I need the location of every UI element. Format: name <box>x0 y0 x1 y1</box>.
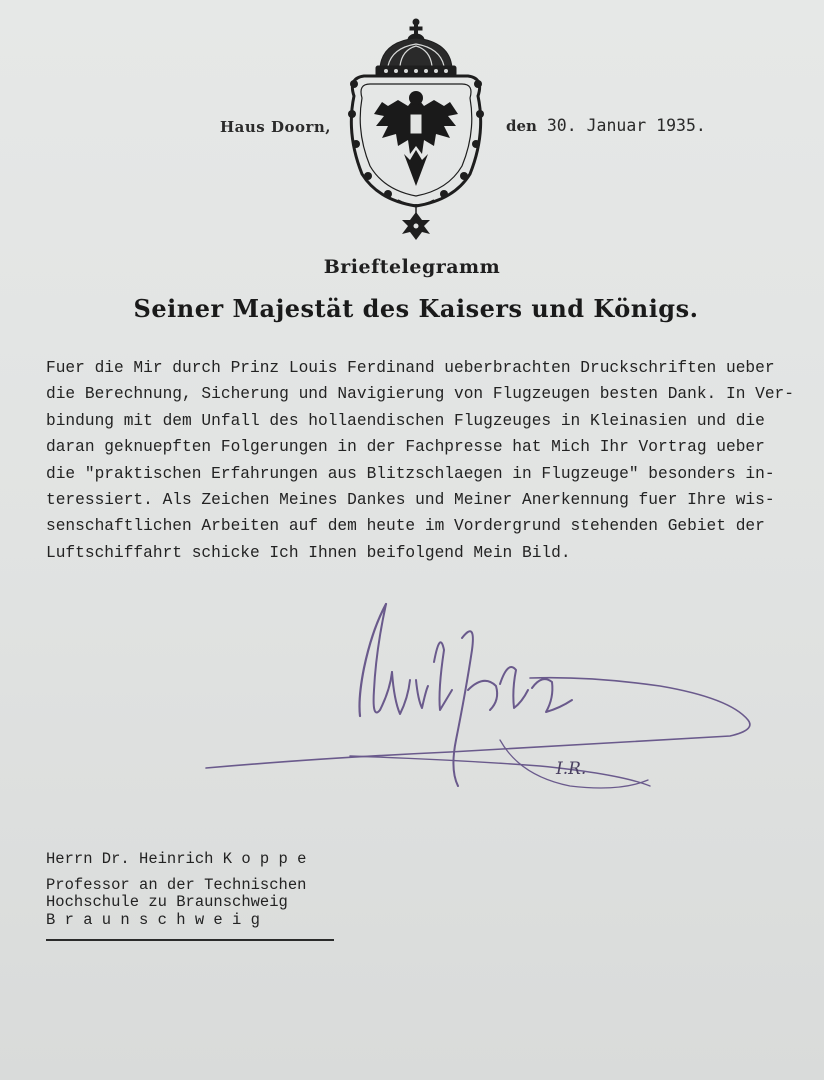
letter-body <box>46 355 794 566</box>
letterhead-place: Haus Doorn, <box>220 118 332 136</box>
body-line: Fuer die Mir durch Prinz Louis Ferdinand ueberbrachten Druckschriften ueber <box>46 359 775 377</box>
city-underline <box>46 939 334 941</box>
heading-brieftelegramm: Brieftelegramm <box>323 256 501 278</box>
address-line-city: B r a u n s c h w e i g <box>46 910 260 929</box>
letterhead-date <box>506 116 706 135</box>
address-line-institution: Hochschule zu Braunschweig <box>46 893 288 912</box>
body-line: senschaftlichen Arbeiten auf dem heute im Vordergrund stehenden Gebiet der <box>46 517 765 536</box>
body-line: die Berechnung, Sicherung und Navigierung von Flugzeugen besten Dank. In Ver- <box>46 385 794 404</box>
heading-title: Seiner Majestät des Kaisers und Königs. <box>133 294 699 323</box>
address-line-title: Professor an der Technischen <box>46 875 307 894</box>
body-line: teressiert. Als Zeichen Meines Dankes und Meiner Anerkennung fuer Ihre wis- <box>46 491 775 510</box>
body-line: bindung mit dem Unfall des hollaendischen Flugzeuges in Kleinasien und die <box>46 411 765 430</box>
date-value: 30. Januar 1935. <box>546 116 706 135</box>
body-line: die "praktischen Erfahrungen aus Blitzschlaegen in Flugzeuge" besonders in- <box>46 464 775 483</box>
handwritten-signature <box>200 590 760 800</box>
body-line: Luftschiffahrt schicke Ich Ihnen beifolgend Mein Bild. <box>46 543 571 562</box>
imperial-crest-icon <box>338 14 494 242</box>
recipient-address <box>46 851 306 929</box>
signature-initials: I.R. <box>556 759 587 779</box>
address-line-name: Herrn Dr. Heinrich K o p p e <box>46 850 307 868</box>
body-line: daran geknuepften Folgerungen in der Fachpresse hat Mich Ihr Vortrag ueber <box>46 438 765 457</box>
date-prefix: den <box>506 117 537 135</box>
